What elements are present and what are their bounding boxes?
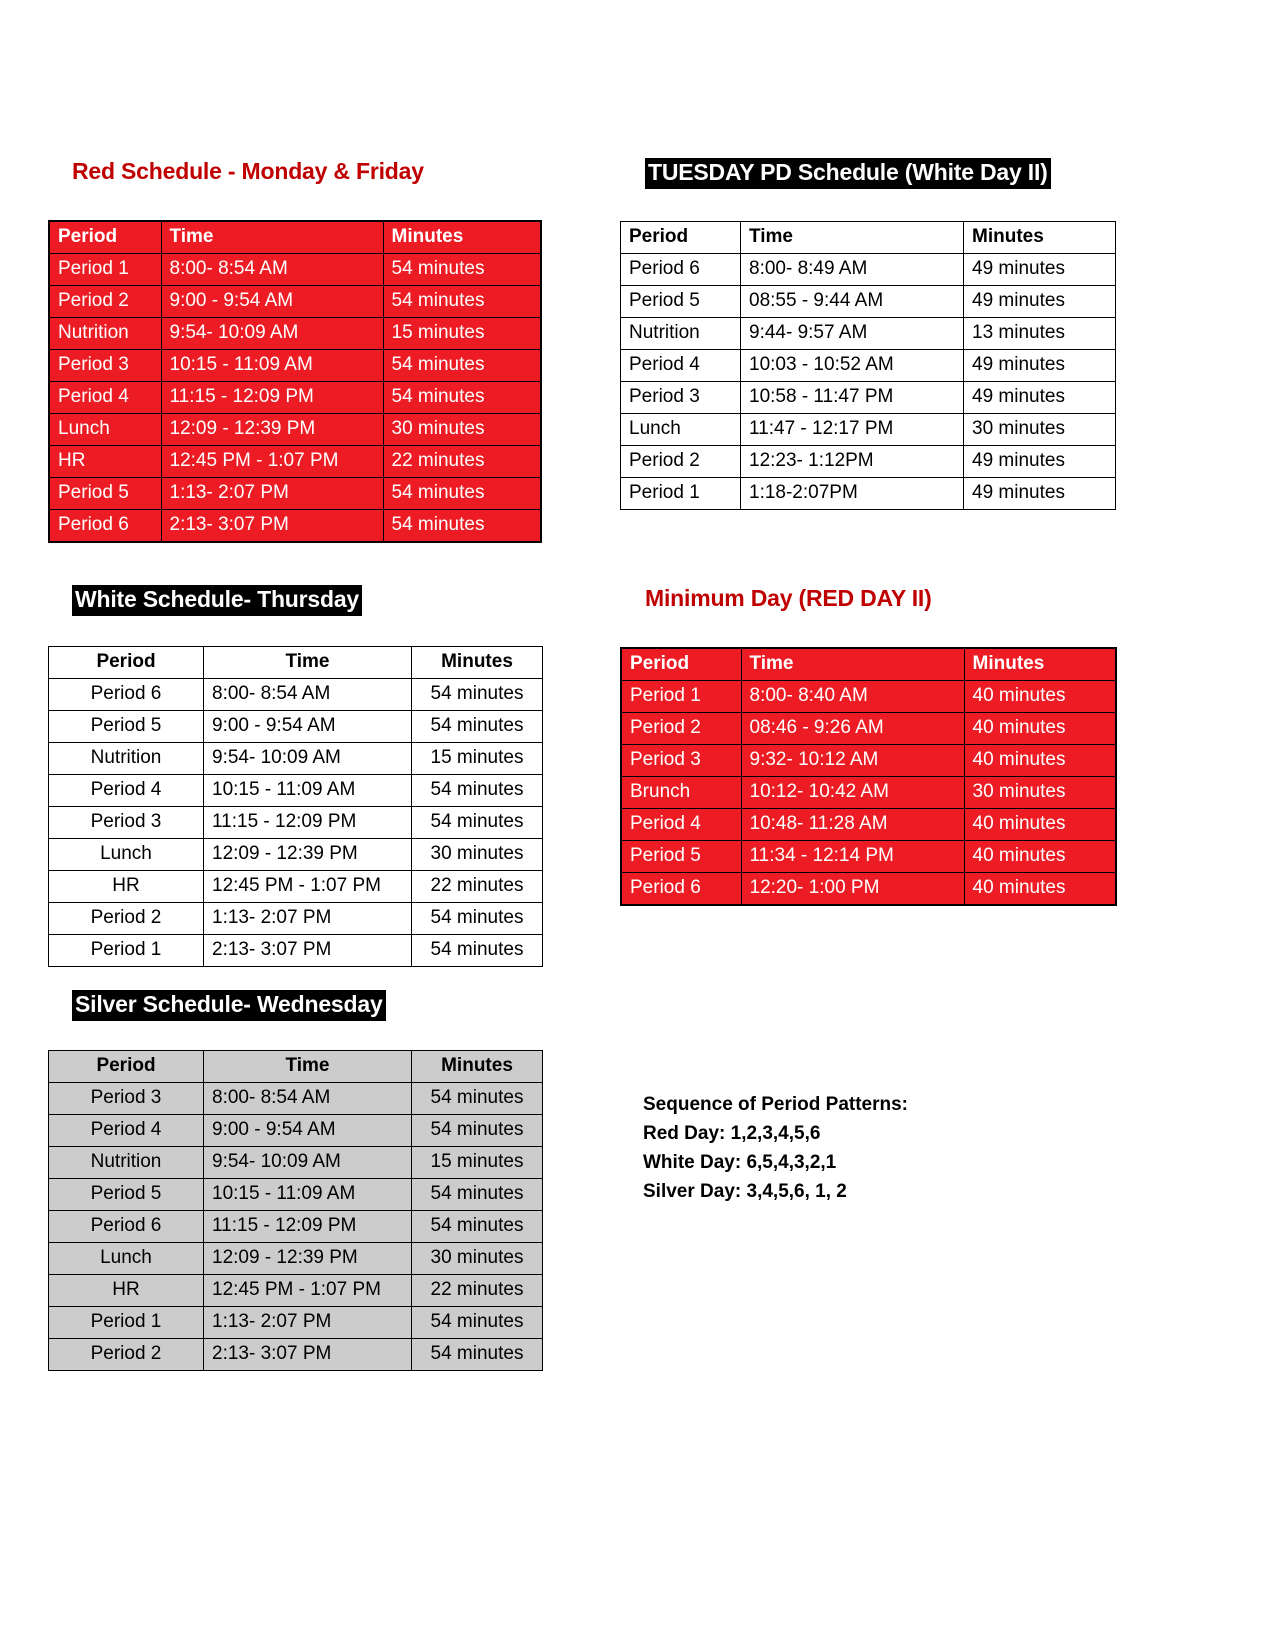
cell-period: Period 1 [49,254,161,286]
red-schedule-table [48,220,542,543]
cell-period: Period 1 [49,1307,204,1339]
table-row [49,510,541,543]
cell-time: 12:09 - 12:39 PM [204,1243,412,1275]
cell-time: 08:46 - 9:26 AM [741,713,964,745]
table-row [49,414,541,446]
table-row [621,446,1116,478]
cell-period: Period 5 [621,286,741,318]
table-header-row [621,222,1116,254]
table-row [49,871,543,903]
table-row [49,446,541,478]
cell-minutes: 40 minutes [964,809,1116,841]
cell-period: Period 6 [49,679,204,711]
cell-time: 12:09 - 12:39 PM [204,839,412,871]
cell-time: 10:48- 11:28 AM [741,809,964,841]
cell-period: Period 3 [621,382,741,414]
cell-minutes: 40 minutes [964,681,1116,713]
cell-period: Period 4 [621,350,741,382]
table-row [621,286,1116,318]
cell-period: Period 3 [621,745,741,777]
cell-time: 11:15 - 12:09 PM [161,382,383,414]
cell-period: Lunch [49,839,204,871]
cell-period: Period 5 [621,841,741,873]
table-row [621,350,1116,382]
cell-minutes: 54 minutes [412,775,543,807]
table-row [49,478,541,510]
cell-minutes: 30 minutes [964,777,1116,809]
column-header-period: Period [49,1051,204,1083]
table-row [49,318,541,350]
cell-period: Period 3 [49,807,204,839]
cell-period: Period 2 [621,446,741,478]
cell-minutes: 54 minutes [383,478,541,510]
cell-period: Period 1 [621,478,741,510]
silver-schedule-table [48,1050,543,1371]
cell-time: 8:00- 8:54 AM [204,679,412,711]
cell-minutes: 49 minutes [964,254,1116,286]
cell-period: Period 1 [49,935,204,967]
cell-time: 10:15 - 11:09 AM [204,1179,412,1211]
table-row [49,1179,543,1211]
cell-minutes: 54 minutes [412,903,543,935]
cell-minutes: 54 minutes [383,350,541,382]
cell-period: Period 5 [49,711,204,743]
cell-time: 2:13- 3:07 PM [204,1339,412,1371]
table-row [621,745,1116,777]
cell-time: 2:13- 3:07 PM [161,510,383,543]
cell-period: Lunch [621,414,741,446]
cell-period: Period 6 [621,254,741,286]
cell-time: 10:03 - 10:52 AM [741,350,964,382]
cell-time: 08:55 - 9:44 AM [741,286,964,318]
minimum-day-table [620,647,1117,906]
column-header-minutes: Minutes [412,1051,543,1083]
red-schedule-heading [72,158,424,185]
cell-period: HR [49,871,204,903]
table-row [49,679,543,711]
column-header-time: Time [204,647,412,679]
cell-minutes: 54 minutes [412,935,543,967]
table-row [49,1339,543,1371]
cell-period: Period 2 [49,903,204,935]
table-row [49,743,543,775]
table-row [49,903,543,935]
cell-time: 9:44- 9:57 AM [741,318,964,350]
cell-period: HR [49,446,161,478]
column-header-time: Time [741,648,964,681]
cell-time: 8:00- 8:54 AM [161,254,383,286]
sequence-of-period-patterns [643,1090,908,1206]
cell-period: Nutrition [49,318,161,350]
cell-minutes: 22 minutes [412,1275,543,1307]
cell-minutes: 40 minutes [964,873,1116,906]
cell-time: 8:00- 8:49 AM [741,254,964,286]
cell-time: 1:13- 2:07 PM [204,1307,412,1339]
cell-minutes: 54 minutes [383,254,541,286]
cell-period: Period 4 [49,382,161,414]
column-header-minutes: Minutes [383,221,541,254]
white-schedule-table-wrap [48,646,543,967]
cell-time: 11:47 - 12:17 PM [741,414,964,446]
cell-minutes: 54 minutes [412,807,543,839]
cell-minutes: 40 minutes [964,745,1116,777]
cell-period: Period 1 [621,681,741,713]
cell-period: Period 5 [49,478,161,510]
cell-time: 12:45 PM - 1:07 PM [204,1275,412,1307]
sequence-line-red-day: Red Day: 1,2,3,4,5,6 [643,1123,821,1144]
cell-minutes: 49 minutes [964,350,1116,382]
red-schedule-table-wrap [48,220,542,543]
cell-time: 9:00 - 9:54 AM [204,1115,412,1147]
table-row [49,350,541,382]
column-header-time: Time [161,221,383,254]
table-row [49,286,541,318]
cell-minutes: 54 minutes [412,1083,543,1115]
white-schedule-table [48,646,543,967]
cell-time: 9:00 - 9:54 AM [161,286,383,318]
table-row [49,254,541,286]
cell-time: 12:09 - 12:39 PM [161,414,383,446]
cell-period: Period 2 [621,713,741,745]
cell-minutes: 54 minutes [412,711,543,743]
table-header-row [49,647,543,679]
white-schedule-heading-text: White Schedule- Thursday [72,585,362,616]
cell-period: Period 2 [49,286,161,318]
cell-period: Period 4 [621,809,741,841]
sequence-title: Sequence of Period Patterns: [643,1094,909,1115]
cell-period: Lunch [49,1243,204,1275]
cell-minutes: 54 minutes [383,286,541,318]
cell-minutes: 15 minutes [412,1147,543,1179]
silver-schedule-heading-text: Silver Schedule- Wednesday [72,990,386,1021]
cell-time: 10:15 - 11:09 AM [161,350,383,382]
cell-minutes: 40 minutes [964,713,1116,745]
table-header-row [49,1051,543,1083]
cell-period: Period 6 [621,873,741,906]
cell-minutes: 13 minutes [964,318,1116,350]
cell-time: 11:15 - 12:09 PM [204,1211,412,1243]
cell-period: Nutrition [49,743,204,775]
cell-time: 9:54- 10:09 AM [161,318,383,350]
cell-time: 9:54- 10:09 AM [204,1147,412,1179]
cell-time: 12:45 PM - 1:07 PM [204,871,412,903]
table-row [621,318,1116,350]
tuesday-schedule-heading-text: TUESDAY PD Schedule (White Day II) [645,158,1051,189]
cell-minutes: 54 minutes [412,1179,543,1211]
cell-minutes: 15 minutes [383,318,541,350]
cell-time: 11:34 - 12:14 PM [741,841,964,873]
cell-time: 11:15 - 12:09 PM [204,807,412,839]
table-row [49,807,543,839]
tuesday-schedule-table [620,221,1116,510]
cell-time: 10:12- 10:42 AM [741,777,964,809]
table-row [621,254,1116,286]
cell-period: Period 4 [49,1115,204,1147]
cell-period: Period 2 [49,1339,204,1371]
table-header-row [621,648,1116,681]
cell-minutes: 40 minutes [964,841,1116,873]
silver-schedule-heading [72,990,386,1021]
cell-period: Period 3 [49,350,161,382]
cell-time: 8:00- 8:54 AM [204,1083,412,1115]
table-row [49,775,543,807]
cell-period: Brunch [621,777,741,809]
cell-time: 9:00 - 9:54 AM [204,711,412,743]
column-header-minutes: Minutes [964,222,1116,254]
cell-minutes: 49 minutes [964,286,1116,318]
cell-minutes: 54 minutes [412,679,543,711]
sequence-line-white-day: White Day: 6,5,4,3,2,1 [643,1152,837,1173]
cell-minutes: 30 minutes [964,414,1116,446]
cell-minutes: 30 minutes [383,414,541,446]
column-header-time: Time [204,1051,412,1083]
cell-time: 12:45 PM - 1:07 PM [161,446,383,478]
table-row [49,1083,543,1115]
column-header-period: Period [621,648,741,681]
table-row [49,1307,543,1339]
cell-period: Period 4 [49,775,204,807]
table-row [49,839,543,871]
cell-minutes: 54 minutes [383,382,541,414]
cell-period: HR [49,1275,204,1307]
table-row [621,841,1116,873]
cell-minutes: 54 minutes [412,1307,543,1339]
table-header-row [49,221,541,254]
cell-minutes: 22 minutes [412,871,543,903]
cell-minutes: 30 minutes [412,1243,543,1275]
minimum-day-heading [645,585,932,612]
cell-minutes: 15 minutes [412,743,543,775]
minimum-day-heading-text: Minimum Day (RED DAY II) [645,585,932,611]
minimum-day-table-wrap [620,647,1117,906]
cell-period: Period 6 [49,510,161,543]
cell-period: Nutrition [621,318,741,350]
table-row [621,414,1116,446]
cell-minutes: 22 minutes [383,446,541,478]
cell-period: Period 5 [49,1179,204,1211]
cell-minutes: 54 minutes [383,510,541,543]
cell-minutes: 54 minutes [412,1115,543,1147]
table-row [621,873,1116,906]
cell-period: Nutrition [49,1147,204,1179]
cell-time: 1:13- 2:07 PM [204,903,412,935]
silver-schedule-table-wrap [48,1050,543,1371]
cell-minutes: 30 minutes [412,839,543,871]
cell-time: 12:20- 1:00 PM [741,873,964,906]
table-row [621,777,1116,809]
tuesday-schedule-heading [645,158,1051,189]
column-header-minutes: Minutes [964,648,1116,681]
table-row [621,478,1116,510]
table-row [621,713,1116,745]
cell-period: Period 3 [49,1083,204,1115]
table-row [49,1147,543,1179]
table-row [621,382,1116,414]
cell-time: 8:00- 8:40 AM [741,681,964,713]
column-header-minutes: Minutes [412,647,543,679]
cell-minutes: 49 minutes [964,446,1116,478]
cell-time: 9:54- 10:09 AM [204,743,412,775]
cell-minutes: 49 minutes [964,478,1116,510]
cell-minutes: 54 minutes [412,1211,543,1243]
table-row [621,681,1116,713]
cell-time: 10:15 - 11:09 AM [204,775,412,807]
column-header-time: Time [741,222,964,254]
column-header-period: Period [49,647,204,679]
cell-time: 2:13- 3:07 PM [204,935,412,967]
table-row [49,711,543,743]
table-row [49,1115,543,1147]
column-header-period: Period [621,222,741,254]
cell-time: 10:58 - 11:47 PM [741,382,964,414]
cell-minutes: 54 minutes [412,1339,543,1371]
cell-time: 9:32- 10:12 AM [741,745,964,777]
cell-period: Lunch [49,414,161,446]
cell-time: 1:13- 2:07 PM [161,478,383,510]
cell-period: Period 6 [49,1211,204,1243]
table-row [621,809,1116,841]
table-row [49,1243,543,1275]
cell-minutes: 49 minutes [964,382,1116,414]
tuesday-schedule-table-wrap [620,221,1116,510]
red-schedule-heading-text: Red Schedule - Monday & Friday [72,158,424,184]
column-header-period: Period [49,221,161,254]
white-schedule-heading [72,585,362,616]
table-row [49,1275,543,1307]
table-row [49,382,541,414]
table-row [49,935,543,967]
cell-time: 12:23- 1:12PM [741,446,964,478]
table-row [49,1211,543,1243]
cell-time: 1:18-2:07PM [741,478,964,510]
sequence-line-silver-day: Silver Day: 3,4,5,6, 1, 2 [643,1181,847,1202]
